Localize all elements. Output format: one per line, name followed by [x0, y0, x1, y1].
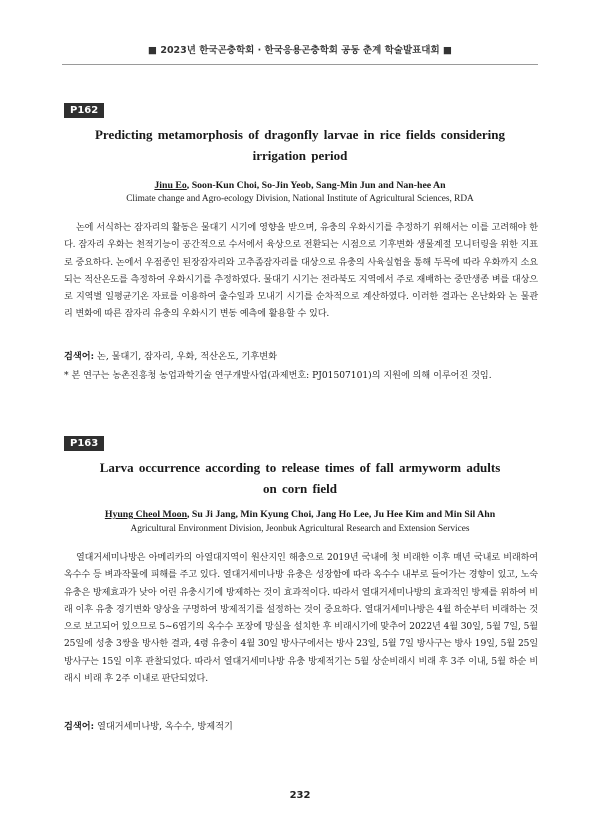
keywords-list: 논, 물대기, 잠자리, 우화, 적산온도, 기후변화 — [94, 351, 278, 362]
presenting-author: Hyung Cheol Moon — [104, 509, 188, 520]
paper-title-line2: on corn field — [262, 481, 338, 496]
keywords-list: 열대거세미나방, 옥수수, 방제적기 — [94, 721, 233, 732]
keywords-label: 검색어: — [64, 351, 95, 362]
paper-title — [62, 457, 538, 499]
keywords-label: 검색어: — [64, 721, 95, 732]
keywords — [64, 348, 538, 362]
paper-title-line1: Predicting metamorphosis of dragonfly larvae in rice fields considering — [94, 127, 506, 142]
author-list — [62, 180, 538, 191]
keywords — [64, 718, 538, 732]
author-list — [62, 509, 538, 520]
abstract-text: 논에 서식하는 잠자리의 활동은 물대기 시기에 영향을 받으며, 유충의 우화시기를 추정하기 위해서는 이를 고려해야 한다. 잠자리 우화는 천적기능이 공간적으로 수서에서 육상으로 전환되는 시점으로 기후변화 생물계절 모니터링을 위한 지표로 중요하다. 논에서 우점종인 된장잠자리와 고추좀잠자리를 대상으로 유충의 사육실험을 통해 두목에 따라 우화까지 소요되는 적산온도를 측정하여 우화시기를 추정하였다. 물대기 시기는 전라북도 지역에서 주로 재배하는 중만생종 벼를 대상으로 지역별 일평균기온 자료를 이용하여 출수일과 모내기 시기를 순차적으로 계산하였다. 이러한 결과는 온난화와 논 물관리 변화에 따른 잠자리 유충의 우화시기 변동 예측에 활용할 수 있다. — [64, 223, 538, 320]
affiliation: Climate change and Agro-ecology Division, National Institute of Agricultural Sciences, RDA — [126, 194, 474, 204]
running-header: ■ 2023년 한국곤충학회 · 한국응용곤충학회 공동 춘계 학술발표대회 ■ — [148, 45, 452, 56]
funding-footnote: * 본 연구는 농촌진흥청 농업과학기술 연구개발사업(과제번호: PJ01507101)의 지원에 의해 이루어진 것임. — [64, 371, 492, 381]
paper-title-line1: Larva occurrence according to release times of fall armyworm adults — [99, 460, 501, 475]
paper-title-line2: irrigation period — [252, 148, 348, 163]
paper-title — [62, 124, 538, 166]
page-number: 232 — [289, 790, 311, 801]
affiliation: Agricultural Environment Division, Jeonbuk Agricultural Research and Extension Services — [130, 524, 470, 534]
co-authors: , Su Ji Jang, Min Kyung Choi, Jang Ho Lee, Ju Hee Kim and Min Sil Ahn — [187, 509, 496, 520]
presenting-author: Jinu Eo — [154, 180, 187, 191]
paper-id-badge: P163 — [64, 436, 104, 451]
header-divider — [62, 64, 538, 65]
co-authors: , Soon-Kun Choi, So-Jin Yeob, Sang-Min Jun and Nan-hee An — [186, 180, 446, 191]
abstract-text: 열대거세미나방은 아메리카의 아열대지역이 원산지인 해충으로 2019년 국내에 첫 비래한 이후 매년 국내로 비래하여 옥수수 등 벼과작물에 피해를 주고 있다. 열대거세미나방 유충은 성장함에 따라 옥수수 내부로 들어가는 경향이 있고, 노숙유충은 방제효과가 낮아 어린 유충시기에 방제하는 것이 효과적이다. 따라서 열대거세미나방의 효과적인 방제를 위하여 비래 이후 유충 경기변화 양상을 구명하여 방제적기를 설정하는 것이 중요하다. 열대거세미나방은 4월 하순부터 비래하는 것으로 보고되어 있으므로 5~6엽기의 옥수수 포장에 망실을 설치한 후 비래시기에 맞추어 2022년 4월 30일, 5월 7일, 5월 25일에 성충 3쌍을 방사한 결과, 4령 유충이 4월 30일 방사구에서는 방사 23일, 5월 7일 방사구는 방사 19일, 5월 25일 방사구는 15일 이후 관찰되었다. 따라서 열대거세미나방 유충 방제적기는 5월 상순비래시 비래 후 3주 이내, 5월 하순 비래시 비래 후 2주 이내로 판단되었다. — [64, 553, 538, 685]
paper-id-badge: P162 — [64, 103, 104, 118]
